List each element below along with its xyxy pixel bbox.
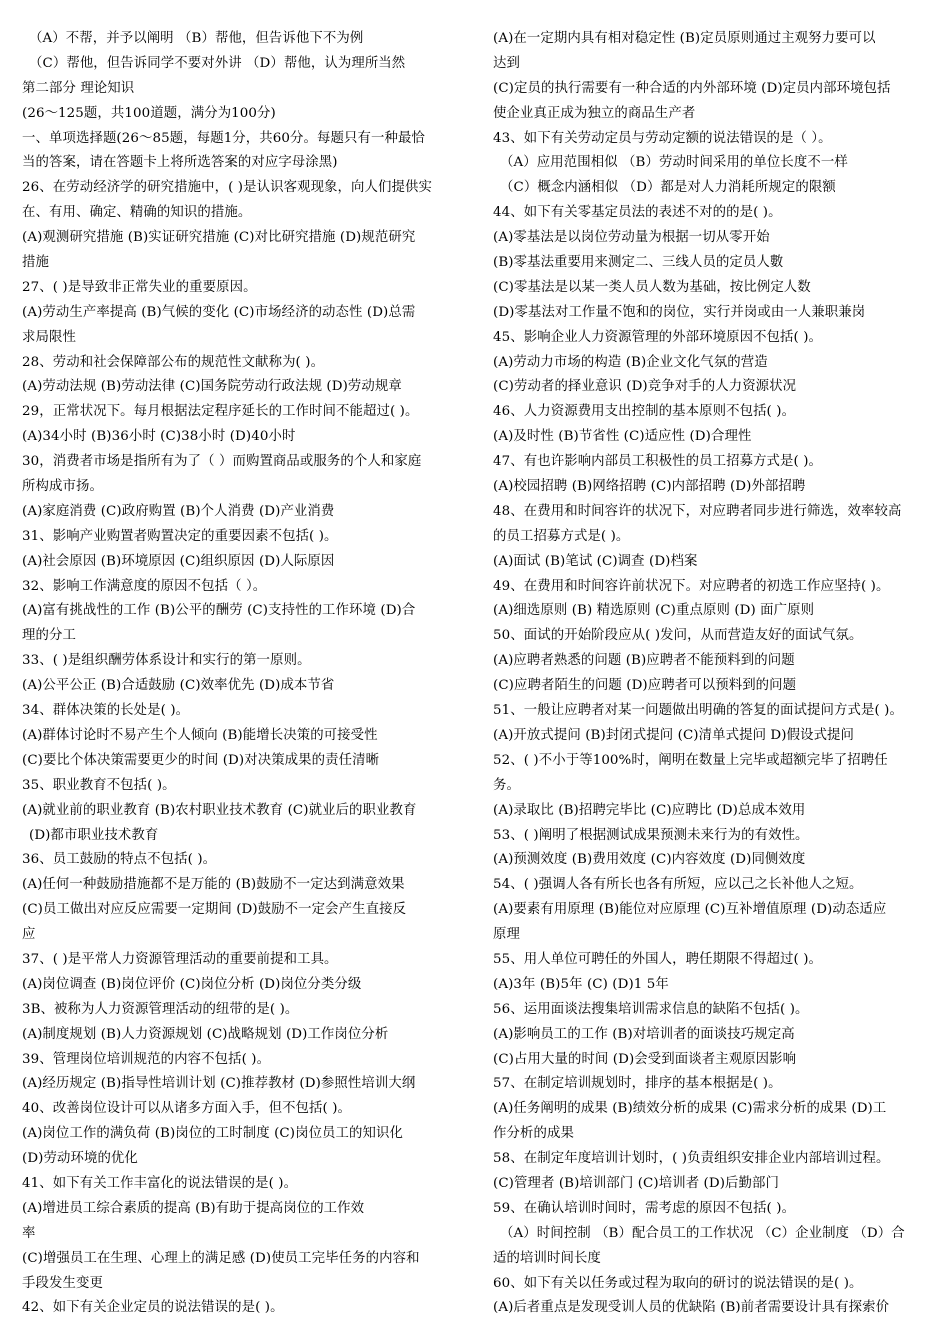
text-line: (A)富有挑战性的工作 (B)公平的酬劳 (C)支持性的工作环境 (D)合 [22, 603, 416, 619]
text-line: 57、在制定培训规划时，排序的基本根据是( )。 [493, 1076, 782, 1092]
text-line: (A)任务阐明的成果 (B)绩效分析的成果 (C)需求分析的成果 (D)工 [493, 1101, 887, 1117]
text-line: (C)定员的执行需要有一种合适的内外部环境 (D)定员内部环境包括 [493, 80, 891, 96]
text-line: (A)后者重点是发现受训人员的优缺陷 (B)前者需要设计具有探索价 [493, 1300, 890, 1316]
text-line: 3B、被称为人力资源管理活动的纽带的是( )。 [22, 1001, 299, 1017]
text-line: (A)岗位调查 (B)岗位评价 (C)岗位分析 (D)岗位分类分级 [22, 976, 362, 992]
text-line: (A)增进员工综合素质的提高 (B)有助于提高岗位的工作效 [22, 1200, 365, 1216]
text-line: 55、用人单位可聘任的外国人，聘任期限不得超过( )。 [493, 951, 823, 967]
text-line: 44、如下有关零基定员法的表述不对的的是( )。 [493, 205, 782, 221]
text-line: 一、单项选择题(26～85题，每题1分，共60分。每题只有一种最恰 [22, 130, 425, 146]
text-line: 34、群体决策的长处是( )。 [22, 703, 190, 719]
text-line: (A)任何一种鼓励措施都不是万能的 (B)鼓励不一定达到满意效果 [22, 877, 405, 893]
left-column [22, 27, 464, 1321]
text-line: (C)零基法是以某一类人员人数为基础，按比例定人数 [493, 279, 811, 295]
text-line: (C)占用大量的时间 (D)会受到面谈者主观原因影响 [493, 1051, 797, 1067]
text-line: 36、员工鼓励的特点不包括( )。 [22, 852, 217, 868]
text-line: (B)零基法重要用来测定二、三线人员的定员人數 [493, 255, 784, 271]
text-line: （C）概念内涵相似 （D）都是对人力消耗所规定的限额 [500, 180, 836, 196]
text-line: 所构成市扬。 [22, 479, 103, 495]
text-line: 46、人力资源费用支出控制的基本原则不包括( )。 [493, 404, 796, 420]
text-line: 41、如下有关工作丰富化的说法错误的是( )。 [22, 1175, 298, 1191]
text-line: 49、在费用和时间容许前状况下。对应聘者的初选工作应坚持( )。 [493, 578, 890, 594]
text-line: 适的培训时间长度 [493, 1250, 601, 1266]
text-line: 的员工招募方式是( )。 [493, 528, 630, 544]
text-line: (A)开放式提问 (B)封闭式提问 (C)清单式提问 D)假设式提问 [493, 727, 855, 743]
text-line: (A)及时性 (B)节省性 (C)适应性 (D)合理性 [493, 429, 752, 445]
text-line: 35、职业教育不包括( )。 [22, 777, 176, 793]
text-line: (A)观测研究措施 (B)实证研究措施 (C)对比研究措施 (D)规范研究 [22, 230, 416, 246]
text-line: 求局限性 [22, 329, 76, 345]
text-line: (D)劳动环境的优化 [22, 1151, 138, 1167]
text-line: (C)管理者 (B)培训部门 (C)培训者 (D)后勤部门 [493, 1175, 779, 1191]
text-line: 措施 [22, 255, 49, 271]
text-line: (A)社会原因 (B)环境原因 (C)组织原因 (D)人际原因 [22, 553, 335, 569]
text-line: (A)录取比 (B)招聘完毕比 (C)应聘比 (D)总成本效用 [493, 802, 806, 818]
text-line: (A)零基法是以岗位劳动量为根据一切从零开始 [493, 230, 770, 246]
text-line: (A)在一定期内具有相对稳定性 (B)定员原则通过主观努力要可以 [493, 31, 876, 46]
text-line: (C)劳动者的择业意识 (D)竞争对手的人力资源状况 [493, 379, 797, 395]
text-line: 45、影响企业人力资源管理的外部环境原因不包括( )。 [493, 329, 823, 345]
text-line: (A)劳动生产率提高 (B)气候的变化 (C)市场经济的动态性 (D)总需 [22, 304, 416, 320]
text-line: 27、( )是导致非正常失业的重要原因。 [22, 279, 257, 295]
text-line: 51、一般让应聘者对某一问题做出明确的答复的面试提问方式是( )。 [493, 703, 903, 719]
text-line: （A）时间控制 （B）配合员工的工作状况 （C）企业制度 （D）合 [500, 1225, 905, 1241]
right-column [493, 27, 931, 1321]
text-line: (A)经历规定 (B)指导性培训计划 (C)推荐教材 (D)参照性培训大纲 [22, 1076, 416, 1092]
text-line: (A)劳动力市场的构造 (B)企业文化气氛的营造 [493, 354, 768, 370]
text-line: 第二部分 理论知识 [22, 80, 135, 96]
text-line: 50、面试的开始阶段应从( )发问，从而营造友好的面试气氛。 [493, 628, 863, 644]
text-line: 48、在费用和时间容许的状况下，对应聘者同步进行筛选，效率较高 [493, 503, 902, 519]
text-line: (D)零基法对工作量不饱和的岗位，实行并岗或由一人兼职兼岗 [493, 304, 866, 320]
text-line: (C)要比个体决策需要更少的时间 (D)对决策成果的责任清晰 [22, 752, 380, 768]
text-line: 37、( )是平常人力资源管理活动的重要前提和工具。 [22, 951, 338, 967]
text-line: (26～125题，共100道题，满分为100分) [22, 105, 276, 121]
text-line: （A）应用范围相似 （B）劳动时间采用的单位长度不一样 [500, 155, 848, 171]
text-line: 在、有用、确定、精确的知识的措施。 [22, 205, 252, 221]
text-line: 理的分工 [22, 628, 76, 644]
text-line: (A)要素有用原理 (B)能位对应原理 (C)互补增值原理 (D)动态适应 [493, 902, 887, 918]
text-line: 52、( )不小于等100%时，阐明在数量上完毕或超额完毕了招聘任 [493, 752, 888, 768]
text-line: 43、如下有关劳动定员与劳动定额的说法错误的是（ ）。 [493, 130, 832, 146]
text-line: 47、有也许影响内部员工积极性的员工招募方式是( )。 [493, 454, 823, 470]
text-line: 手段发生变更 [22, 1275, 103, 1291]
text-line: (A)群体讨论时不易产生个人倾向 (B)能增长决策的可接受性 [22, 727, 378, 743]
text-line: 28、劳动和社会保障部公布的规范性文献称为( )。 [22, 354, 325, 370]
text-line: 作分析的成果 [493, 1126, 574, 1142]
text-line: (A)就业前的职业教育 (B)农村职业技术教育 (C)就业后的职业教育 [22, 802, 417, 818]
text-line: (A)家庭消费 (C)政府购置 (B)个人消费 (D)产业消费 [22, 503, 335, 519]
text-line: (A)制度规划 (B)人力资源规划 (C)战略规划 (D)工作岗位分析 [22, 1026, 389, 1042]
text-line: 56、运用面谈法搜集培训需求信息的缺陷不包括( )。 [493, 1001, 809, 1017]
text-line: 当的答案，请在答题卡上将所选答案的对应字母涂黑) [22, 155, 338, 171]
text-line: 务。 [493, 777, 520, 793]
text-line: 33、( )是组织酬劳体系设计和实行的第一原则。 [22, 653, 311, 669]
text-line: (A)细选原则 (B) 精选原则 (C)重点原则 (D) 面广原则 [493, 603, 815, 619]
text-line: (A)影响员工的工作 (B)对培训者的面谈技巧规定高 [493, 1026, 795, 1042]
text-line: (C)应聘者陌生的问题 (D)应聘者可以预料到的问题 [493, 678, 797, 694]
text-line: 53、( )阐明了根据测试成果预测未来行为的有效性。 [493, 827, 809, 843]
text-line: 58、在制定年度培训计划时，( )负责组织安排企业内部培训过程。 [493, 1151, 890, 1167]
text-line: (A)岗位工作的满负荷 (B)岗位的工时制度 (C)岗位员工的知识化 [22, 1126, 403, 1142]
text-line: 40、改善岗位设计可以从诸多方面入手，但不包括( )。 [22, 1101, 352, 1117]
text-line: 使企业真正成为独立的商品生产者 [493, 105, 696, 121]
text-line: （A）不帮，并予以阐明 （B）帮他，但告诉他下不为例 [29, 31, 364, 46]
text-line: 应 [22, 927, 36, 943]
text-line: (A)公平公正 (B)合适鼓励 (C)效率优先 (D)成本节省 [22, 678, 335, 694]
text-line: 29，正常状况下。每月根据法定程序延长的工作时间不能超过( )。 [22, 404, 419, 420]
text-line: (A)34小时 (B)36小时 (C)38小时 (D)40小时 [22, 429, 296, 445]
text-line: 54、( )强调人各有所长也各有所短，应以己之长补他人之短。 [493, 877, 863, 893]
text-line: （C）帮他，但告诉同学不要对外讲 （D）帮他，认为理所当然 [29, 55, 406, 71]
text-line: 26、在劳动经济学的研究措施中，( )是认识客观现象，向人们提供实 [22, 180, 432, 196]
text-line: (A)预测效度 (B)费用效度 (C)内容效度 (D)同侧效度 [493, 852, 806, 868]
text-line: (A)劳动法规 (B)劳动法律 (C)国务院劳动行政法规 (D)劳动规章 [22, 379, 402, 395]
text-line: 59、在确认培训时间时，需考虑的原因不包括( )。 [493, 1200, 796, 1216]
text-line: 42、如下有关企业定员的说法错误的是( )。 [22, 1300, 284, 1316]
text-line: (A)应聘者熟悉的问题 (B)应聘者不能预料到的问题 [493, 653, 795, 669]
text-line: (A)校园招聘 (B)网络招聘 (C)内部招聘 (D)外部招聘 [493, 479, 806, 495]
text-line: (A)面试 (B)笔试 (C)调查 (D)档案 [493, 553, 698, 569]
text-line: (D)都市职业技术教育 [29, 827, 159, 843]
text-line: 30，消费者市场是指所有为了（ ）而购置商品或服务的个人和家庭 [22, 454, 422, 470]
text-line: (C)员工做出对应反应需要一定期间 (D)鼓励不一定会产生直接反 [22, 902, 407, 918]
text-line: (A)3年 (B)5年 (C) (D)1 5年 [493, 976, 669, 992]
text-line: 达到 [493, 55, 520, 71]
text-line: 32、影响工作满意度的原因不包括（ ）。 [22, 578, 267, 594]
text-line: 率 [22, 1225, 36, 1241]
text-line: 31、影响产业购置者购置决定的重要因素不包括( )。 [22, 528, 338, 544]
text-line: 60、如下有关以任务或过程为取向的研讨的说法错误的是( )。 [493, 1275, 863, 1291]
text-line: 39、管理岗位培训规范的内容不包括( )。 [22, 1051, 271, 1067]
text-line: (C)增强员工在生理、心理上的满足感 (D)使员工完毕任务的内容和 [22, 1250, 420, 1266]
text-line: 原理 [493, 927, 520, 943]
